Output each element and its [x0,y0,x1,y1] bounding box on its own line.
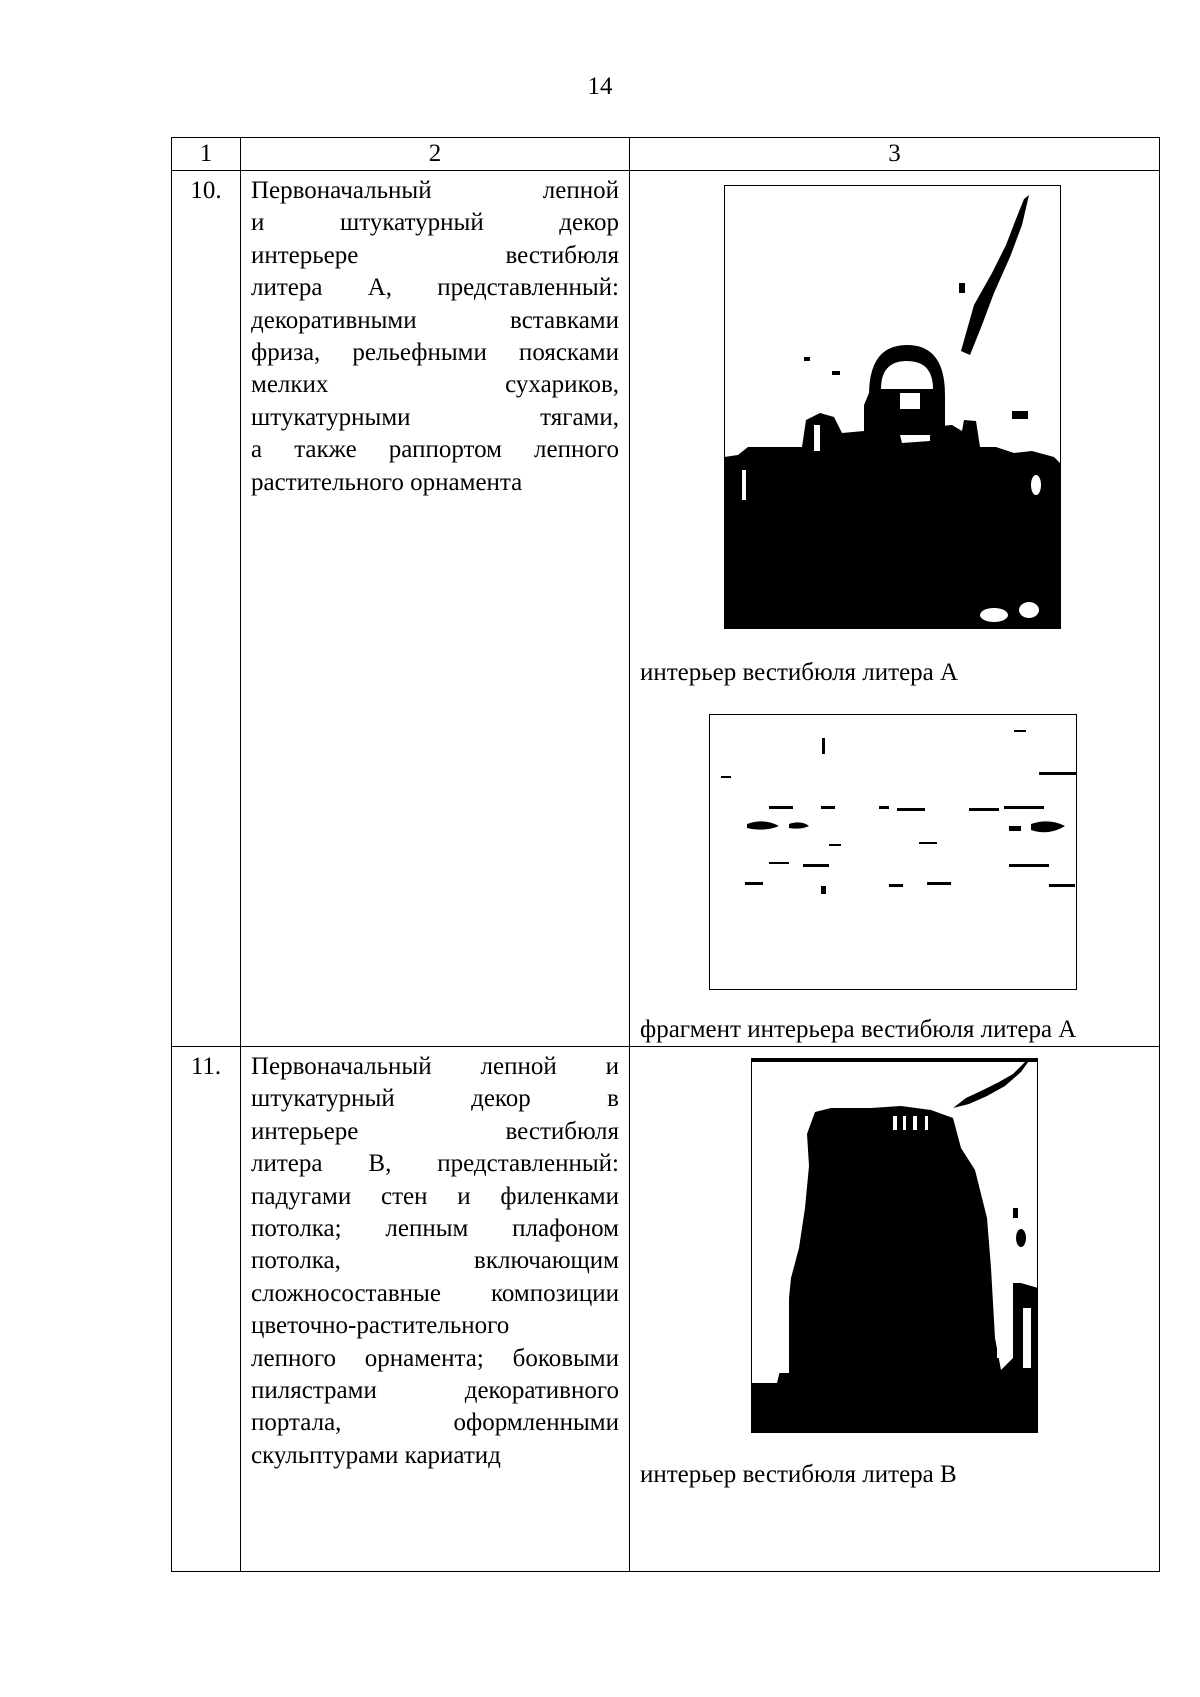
description-line: а также раппортом лепного [251,436,619,464]
description-line: Первоначальный лепной и [251,1053,619,1080]
description-line: интерьере вестибюля [251,241,619,269]
photo-caption: фрагмент интерьера вестибюля литера А [640,1016,1077,1043]
description-line: потолка, включающим [251,1247,619,1275]
vestibule-a-fragment-photo [709,714,1077,990]
description-line: литера В, представленный: [251,1150,619,1178]
table-row [172,1047,1160,1572]
table-row [172,171,1160,1047]
description-line: декоративными вставками [251,306,619,334]
photo-caption: интерьер вестибюля литера А [640,659,959,686]
vestibule-b-photo [751,1058,1038,1433]
row-images [630,1047,1160,1572]
row-number: 11. [172,1047,241,1572]
description-line: и штукатурный декор [251,209,619,237]
column-header: 1 [172,138,241,171]
description-line: скульптурами кариатид [251,1441,501,1469]
description-line: пилястрами декоративного [251,1377,619,1405]
description-line: интерьере вестибюля [251,1117,619,1145]
photo-caption: интерьер вестибюля литера В [640,1461,957,1488]
description-line: фриза, рельефными поясками [251,339,619,367]
description-line: растительного орнамента [251,468,523,496]
description-line: падугами стен и филенками [251,1182,619,1210]
column-header: 2 [241,138,630,171]
row-number: 10. [172,171,241,1047]
description-line: штукатурный декор в [251,1085,619,1113]
table-header-row [172,138,1160,171]
vestibule-a-photo [724,185,1061,629]
description-line: литера А, представленный: [251,274,619,302]
description-line: сложносоставные композиции [251,1279,619,1307]
description-line: лепного орнамента; боковыми [251,1344,619,1372]
row-description [241,1047,630,1572]
row-images [630,171,1160,1047]
description-line: мелких сухариков, [251,371,619,399]
row-description [241,171,630,1047]
description-line: Первоначальный лепной [251,177,619,204]
description-line: штукатурными тягами, [251,403,619,431]
page-number: 14 [587,73,613,100]
column-header: 3 [630,138,1160,171]
description-line: потолка; лепным плафоном [251,1215,619,1243]
description-line: портала, оформленными [251,1409,619,1437]
description-line: цветочно-растительного [251,1312,510,1340]
heritage-items-table [171,137,1160,1572]
